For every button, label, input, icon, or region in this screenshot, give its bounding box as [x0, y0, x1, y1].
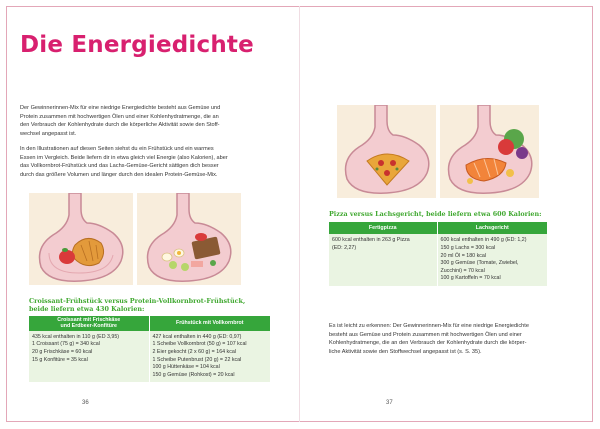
table-header-salmon: Lachsgericht [437, 222, 547, 234]
table-header-croissant [29, 316, 149, 331]
table-header-wholegrain: Frühstück mit Vollkornbrot [149, 316, 270, 331]
intro-line: wechsel angepasst ist. [20, 130, 77, 137]
comparison-line: durch das größere Volumen und länger durch den idealen Protein-Gemüse-Mix. [20, 171, 218, 178]
cell-line: 150 g Gemüse (Rohkost) = 20 kcal [152, 371, 235, 378]
table-cell-croissant [29, 331, 149, 383]
cell-line: 150 g Lachs = 300 kcal [440, 245, 496, 251]
cell-line: 100 g Kartoffeln = 70 kcal [440, 275, 501, 282]
cell-line: 1 Croissant (75 g) = 340 kcal [32, 341, 100, 348]
cell-line: Zucchini) = 70 kcal [440, 267, 485, 274]
cell-line: 2 Eier gekocht (2 x 60 g) = 164 kcal [152, 349, 236, 355]
cell-line: 600 kcal enthalten in 263 g Pizza [332, 237, 410, 244]
intro-line: den Verbrauch der Kohlenhydrate durch die körperliche Aktivität sowie den Stoff- [20, 122, 220, 129]
page-gutter [299, 6, 300, 422]
header-line: und Erdbeer-Konfitüre [60, 323, 117, 330]
conclusion-line: besteht aus Gemüse und Protein zusammen mit hochwertigen Ölen und einer [329, 331, 522, 338]
page-number-right: 37 [386, 400, 393, 406]
cell-line: 20 ml Öl = 180 kcal [440, 252, 486, 259]
cell-line: 100 g Hüttenkäse = 104 kcal [152, 364, 220, 371]
page-number-left: 36 [82, 400, 89, 406]
stomach-pizza-illustration [337, 105, 436, 198]
breakfast-comparison-table [29, 316, 270, 382]
conclusion-line: Es ist leicht zu erkennen: Der Gewinnerinnen-Mix für eine niedrige Energiedichte [329, 323, 529, 329]
cell-line: 15 g Konfitüre = 35 kcal [32, 356, 88, 363]
table-cell-wholegrain [149, 331, 270, 383]
conclusion-line: liche Aktivität sowie den Stoffwechsel angepasst ist (s. S. 35). [329, 348, 482, 355]
table-cell-pizza [329, 234, 437, 286]
intro-paragraph [20, 104, 285, 138]
table-cell-salmon [437, 234, 547, 286]
cell-line: 300 g Gemüse (Tomate, Zwiebel, [440, 260, 519, 267]
breakfast-comparison-caption [29, 297, 245, 313]
comparison-line: Essen im Vergleich. Beide liefern dir in etwa gleich viel Energie (also Kalorien), aber [20, 154, 228, 161]
intro-line: Protein zusammen mit hochwertigen Ölen und einer Kohlenhydratmenge, die an [20, 113, 219, 120]
header-line: Croissant mit Frischkäse [57, 317, 121, 323]
stomach-salmon-dish-illustration [440, 105, 539, 198]
cell-line: 600 kcal enthalten in 490 g (ED: 1,2) [440, 237, 527, 244]
cell-line: 435 kcal enthalten in 110 g (ED 3,95) [32, 333, 120, 340]
stomach-wholegrain-breakfast-illustration [137, 193, 241, 285]
comparison-line: In den Illustrationen auf diesen Seiten siehst du ein Frühstück und ein warmes [20, 146, 214, 152]
comparison-paragraph [20, 145, 285, 179]
cell-line: (ED: 2,27) [332, 245, 357, 251]
cell-line: 1 Scheibe Putenbrust (20 g) = 22 kcal [152, 356, 242, 363]
conclusion-line: Kohlenhydratmenge, die an den Verbrauch der Kohlenhydrate durch die körper- [329, 340, 527, 347]
cell-line: 427 kcal enthalten in 440 g (ED: 0,97) [152, 333, 242, 340]
pizza-salmon-table [329, 222, 547, 286]
cell-line: 20 g Frischkäse = 60 kcal [32, 349, 93, 355]
pizza-salmon-caption: Pizza versus Lachsgericht, beide liefern etwa 600 Kalorien: [329, 210, 542, 218]
cell-line: 1 Scheibe Vollkornbrot (50 g) = 107 kcal [152, 341, 247, 348]
table-header-pizza: Fertigpizza [329, 222, 437, 234]
caption-line: Croissant-Frühstück versus Protein-Vollkornbrot-Frühstück, [29, 297, 246, 305]
stomach-croissant-illustration [29, 193, 133, 285]
page-title: Die Energiedichte [20, 32, 254, 58]
caption-line: beide liefern etwa 430 Kalorien: [29, 305, 145, 313]
comparison-line: das Vollkornbrot-Frühstück und das Lachs-Gemüse-Gericht sättigen dich besser [20, 163, 219, 170]
conclusion-paragraph [329, 322, 569, 356]
intro-line: Der Gewinnerinnen-Mix für eine niedrige Energiedichte besteht aus Gemüse und [20, 105, 221, 111]
